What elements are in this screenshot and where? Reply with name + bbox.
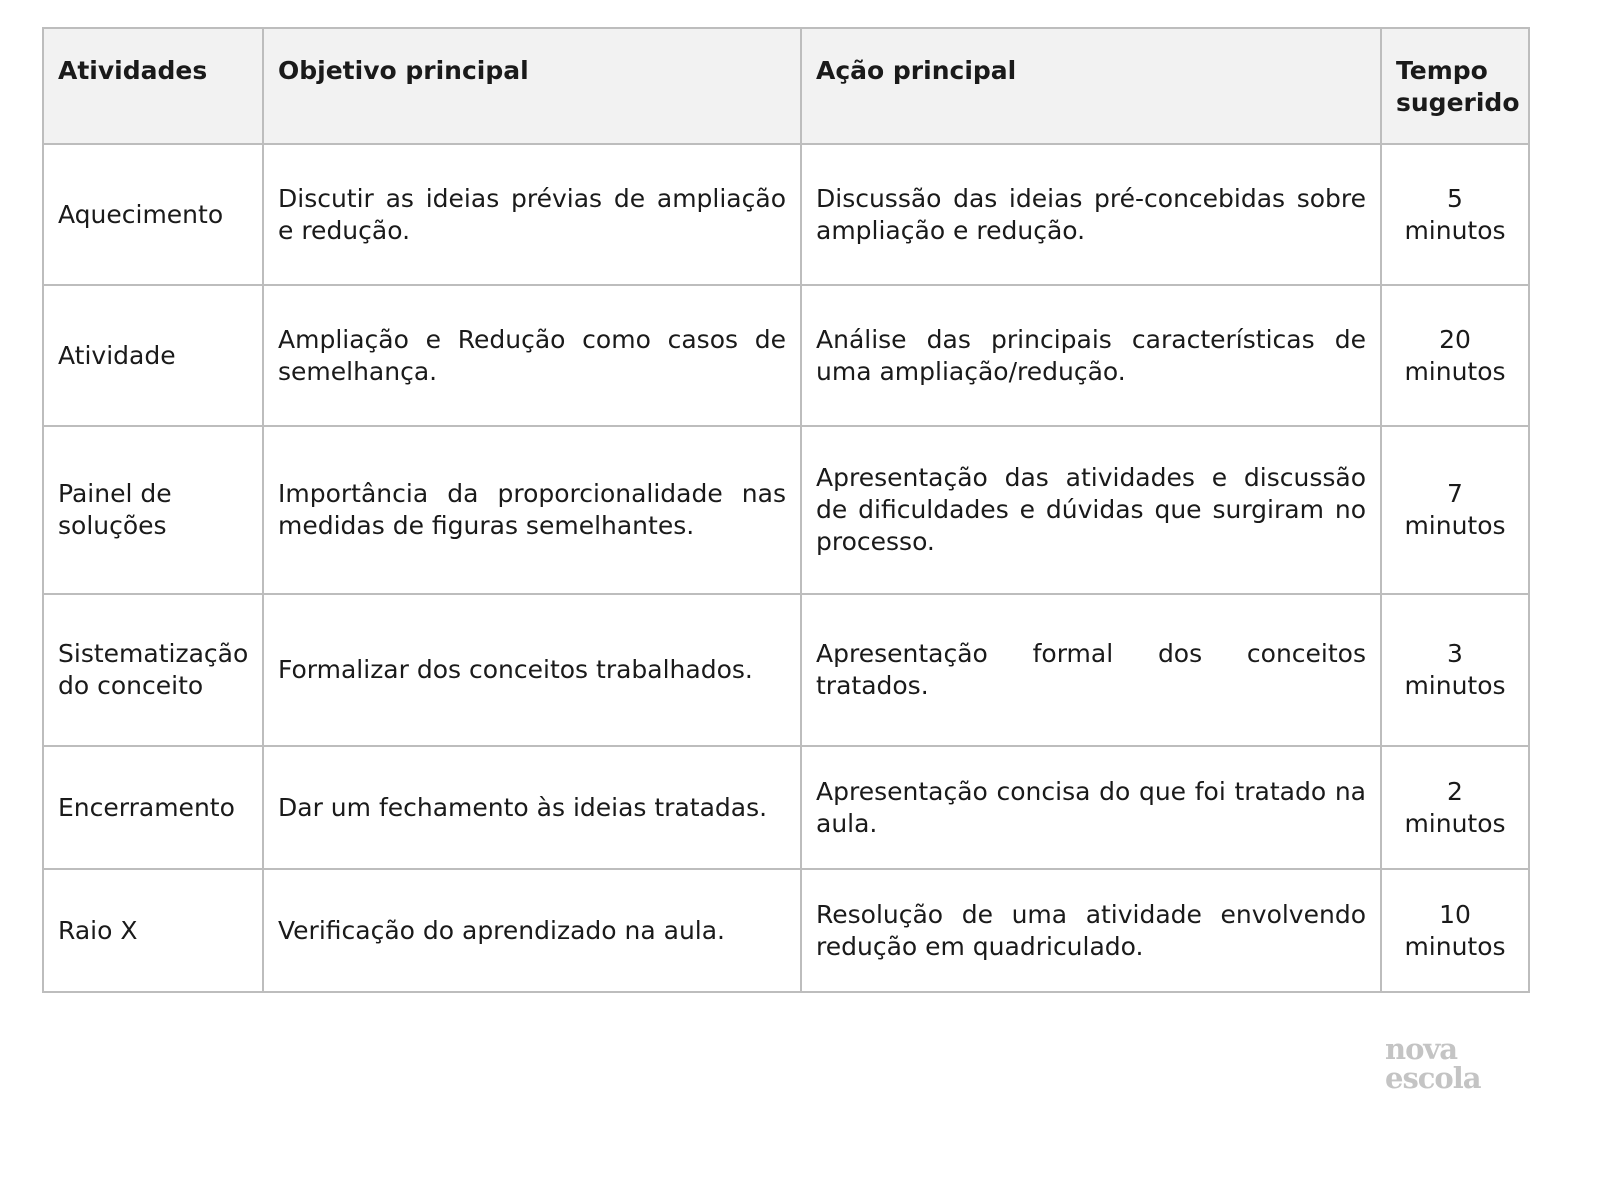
time-number: 3	[1447, 639, 1463, 668]
activity-cell: Painel de soluções	[43, 426, 263, 594]
action-cell: Discussão das ideias pré-concebidas sobre ampliação e redução.	[801, 144, 1381, 285]
logo-line-1: nova	[1385, 1032, 1458, 1066]
time-unit: minutos	[1404, 671, 1506, 700]
objective-cell: Discutir as ideias prévias de ampliação e redução.	[263, 144, 801, 285]
header-suggested-time: Tempo sugerido	[1381, 28, 1529, 144]
time-cell	[1381, 426, 1529, 594]
activity-cell: Atividade	[43, 285, 263, 426]
time-unit: minutos	[1404, 356, 1506, 386]
header-activities: Atividades	[43, 28, 263, 144]
objective-cell: Formalizar dos conceitos trabalhados.	[263, 594, 801, 746]
time-number: 20	[1439, 324, 1471, 354]
objective-cell: Dar um fechamento às ideias tratadas.	[263, 746, 801, 869]
activity-cell: Encerramento	[43, 746, 263, 869]
time-unit: minutos	[1404, 931, 1506, 961]
time-number: 7	[1447, 479, 1463, 508]
header-main-objective: Objetivo principal	[263, 28, 801, 144]
time-cell	[1381, 746, 1529, 869]
header-main-action: Ação principal	[801, 28, 1381, 144]
action-cell: Apresentação concisa do que foi tratado na aula.	[801, 746, 1381, 869]
time-number: 5	[1447, 183, 1463, 213]
table-row	[43, 426, 1529, 594]
action-cell: Apresentação das atividades e discussão de dificuldades e dúvidas que surgiram no processo.	[801, 426, 1381, 594]
time-cell	[1381, 144, 1529, 285]
table-body	[43, 144, 1529, 992]
objective-cell: Ampliação e Redução como casos de semelhança.	[263, 285, 801, 426]
table-row	[43, 746, 1529, 869]
logo-line-2: escola	[1385, 1061, 1481, 1095]
nova-escola-logo	[1385, 1032, 1515, 1095]
time-unit: minutos	[1404, 808, 1506, 838]
table-row	[43, 144, 1529, 285]
objective-cell: Verificação do aprendizado na aula.	[263, 869, 801, 992]
activity-cell: Sistematização do conceito	[43, 594, 263, 746]
time-cell	[1381, 285, 1529, 426]
action-cell: Resolução de uma atividade envolvendo redução em quadriculado.	[801, 869, 1381, 992]
action-cell: Apresentação formal dos conceitos tratados.	[801, 594, 1381, 746]
table-row	[43, 285, 1529, 426]
time-cell	[1381, 869, 1529, 992]
time-number: 2	[1447, 776, 1463, 806]
header-row	[43, 28, 1529, 144]
table-row	[43, 594, 1529, 746]
time-unit: minutos	[1404, 511, 1506, 540]
activity-cell: Aquecimento	[43, 144, 263, 285]
activity-cell: Raio X	[43, 869, 263, 992]
time-number: 10	[1439, 899, 1471, 929]
objective-cell: Importância da proporcionalidade nas medidas de figuras semelhantes.	[263, 426, 801, 594]
table-row	[43, 869, 1529, 992]
time-cell	[1381, 594, 1529, 746]
time-unit: minutos	[1404, 215, 1506, 245]
action-cell: Análise das principais características de uma ampliação/redução.	[801, 285, 1381, 426]
table-header	[43, 28, 1529, 144]
lesson-plan-table	[42, 27, 1530, 993]
